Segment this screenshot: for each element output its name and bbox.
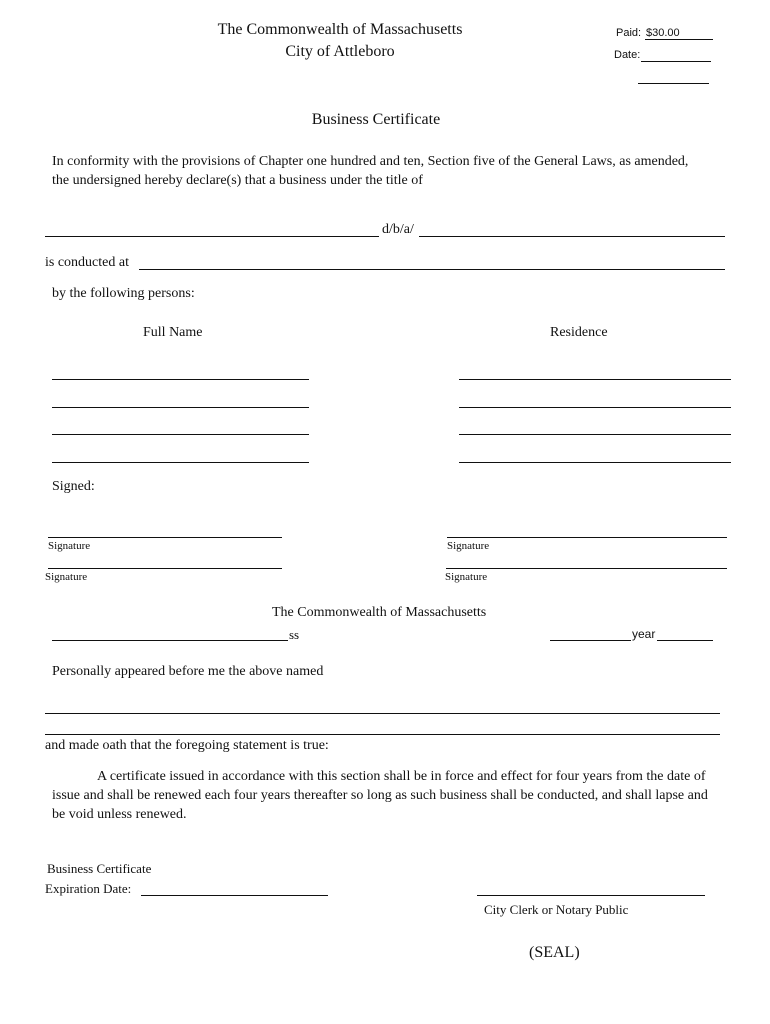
signature-caption-4: Signature: [445, 571, 488, 583]
ss-label: ss: [289, 627, 300, 642]
certificate-paragraph: A certificate issued in accordance with this section shall be in force and effect for four years from the date of issue and shall be renewed each four years thereafter so long as such business shall be conducted, and shall lapse and be void unless renewed.: [52, 769, 708, 822]
year-field-line[interactable]: [657, 640, 713, 641]
residence-line-4[interactable]: [459, 462, 731, 463]
signature-caption-3: Signature: [45, 571, 88, 583]
date-ack-line[interactable]: [550, 640, 631, 641]
oath-text: and made oath that the foregoing statement is true:: [45, 738, 329, 753]
expiration-label: Expiration Date:: [45, 881, 132, 896]
appeared-line-2[interactable]: [45, 734, 720, 735]
name-line-2[interactable]: [52, 407, 309, 408]
residence-line-1[interactable]: [459, 379, 731, 380]
acknowledgement-heading: The Commonwealth of Massachusetts: [272, 605, 487, 620]
name-line-4[interactable]: [52, 462, 309, 463]
persons-intro: by the following persons:: [52, 286, 195, 301]
date-field-line[interactable]: [641, 61, 711, 62]
extra-field-line[interactable]: [638, 83, 709, 84]
residence-line-2[interactable]: [459, 407, 731, 408]
county-line[interactable]: [52, 640, 288, 641]
year-label: year: [632, 627, 656, 641]
name-line-1[interactable]: [52, 379, 309, 380]
page-title: Business Certificate: [311, 111, 441, 128]
appeared-line-1[interactable]: [45, 713, 720, 714]
signed-label: Signed:: [52, 479, 95, 494]
signature-line-4[interactable]: [446, 568, 727, 569]
signature-line-1[interactable]: [48, 537, 282, 538]
appeared-text: Personally appeared before me the above named: [52, 664, 324, 679]
clerk-signature-line[interactable]: [477, 895, 705, 896]
signature-line-3[interactable]: [48, 568, 282, 569]
seal-label: (SEAL): [529, 944, 580, 961]
header-commonwealth: The Commonwealth of Massachusetts: [217, 21, 463, 38]
residence-heading: Residence: [550, 325, 608, 340]
full-name-heading: Full Name: [143, 325, 203, 340]
business-name-line[interactable]: [45, 236, 379, 237]
address-line[interactable]: [139, 269, 725, 270]
header-city: City of Attleboro: [285, 43, 395, 60]
expiration-date-line[interactable]: [141, 895, 328, 896]
date-label: Date:: [614, 49, 641, 61]
dba-label: d/b/a/: [382, 222, 414, 237]
residence-line-3[interactable]: [459, 434, 731, 435]
paid-field-line[interactable]: [645, 39, 713, 40]
name-line-3[interactable]: [52, 434, 309, 435]
intro-paragraph: In conformity with the provisions of Chapter one hundred and ten, Section five of the General Laws, as amended, the undersigned hereby declare(s) that a business under the title of: [52, 154, 689, 188]
signature-caption-1: Signature: [48, 540, 91, 552]
signature-line-2[interactable]: [447, 537, 727, 538]
clerk-label: City Clerk or Notary Public: [484, 902, 629, 917]
signature-caption-2: Signature: [447, 540, 490, 552]
paid-label: Paid:: [616, 27, 642, 39]
footer-business-certificate: Business Certificate: [47, 861, 152, 876]
paid-value: $30.00: [646, 27, 680, 39]
conducted-at-label: is conducted at: [45, 255, 129, 270]
dba-name-line[interactable]: [419, 236, 725, 237]
